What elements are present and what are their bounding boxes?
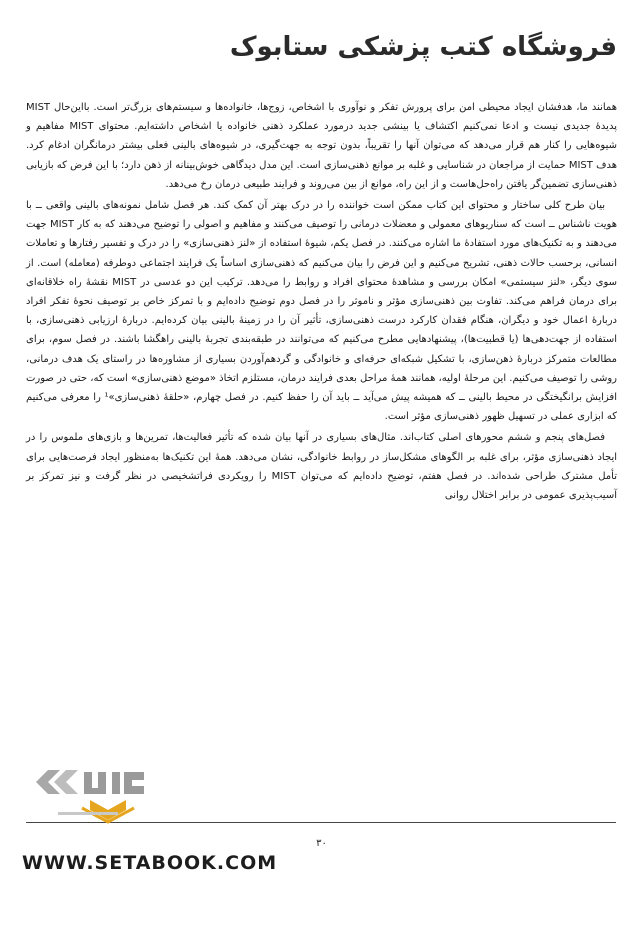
footer-url[interactable]: WWW.SETABOOK.COM bbox=[22, 852, 278, 874]
paragraph-1: همانند ما، هدفشان ایجاد محیطی امن برای پرورش تفکر و نوآوری با اشخاص، زوج‌ها، خانواده‌ها و سیستم‌های بزرگ‌تر است. بااین‌حال MIST پدیدهٔ جدیدی نیست و ادعا نمی‌کنیم اکتشاف یا بینشی جدید درمورد عملکرد ذهنی خانواده یا اشخاص داشته‌ایم. محتوای MIST مفاهیم و شیوه‌هایی را کنار هم قرار می‌دهد که می‌توان آنها را تقریباً، بدون توجه به جهت‌گیری، در شیوه‌های بالینی فعلی بیشتر درمانگران ادغام کرد. هدف MIST حمایت از مراجعان در شناسایی و غلبه بر موانع ذهنی‌سازی است. این مدل دیدگاهی خوش‌بینانه از ذهن دارد؛ با این فرض که بازیابی ذهنی‌سازی تضمین‌گر یافتن راه‌حل‌هاست و از این راه، موانع از بین می‌روند و فرایند طبیعی درمان رخ می‌دهد. bbox=[26, 102, 617, 190]
body-text bbox=[26, 98, 617, 505]
page-number: ۳۰ bbox=[316, 838, 327, 849]
setabook-logo-icon bbox=[18, 752, 158, 848]
setabook-logo bbox=[18, 752, 158, 848]
paragraph-3: فصل‌های پنجم و ششم محورهای اصلی کتاب‌اند. مثال‌های بسیاری در آنها بیان شده که تأثیر فعالیت‌ها، تمرین‌ها و بازی‌های ملموس را در ایجاد ذهنی‌سازی مؤثر، برای غلبه بر الگوهای مشکل‌ساز در روابط خانوادگی، نشان می‌دهد. همهٔ این تکنیک‌ها به‌منظور ایجاد فرصت‌هایی برای تأمل مشترک طراحی شده‌اند. در فصل هفتم، توضیح داده‌ایم که می‌توان MIST را رویکردی فراتشخیصی در نظر گرفت و نیز تمرکز بر آسیب‌پذیری عمومی در برابر اختلال روانی bbox=[26, 432, 617, 502]
page-header-title: فروشگاه کتب پزشکی ستابوک bbox=[229, 32, 617, 62]
paragraph-2: بیان طرح کلی ساختار و محتوای این کتاب ممکن است خواننده را در درک بهتر آن کمک کند. هر فصل شامل نمونه‌های بالینی واقعی ــ با هویت ناشناس ــ است که سناریوهای معمولی و معضلات درمانی را توصیف می‌کنند و مفاهیم و اصولی را توضیح می‌دهند که به کار MIST جهت می‌دهند و به تکنیک‌های مورد استفادهٔ ما اشاره می‌کنند. در فصل یکم، شیوهٔ استفاده از «لنز ذهنی‌سازی» را در درک و تفسیر رفتارها و تعاملات انسانی، برحسب حالات ذهنی، تشریح می‌کنیم و این فرض را بیان می‌کنیم که ذهنی‌سازی اساساً یک فرایند اجتماعی دوطرفه (معامله) است. از سوی دیگر، «لنز سیستمی» امکان بررسی و مشاهدهٔ محتوای افراد و روابط را می‌دهد. ترکیب این دو عدسی در MIST نقشهٔ راه خلاقانه‌ای برای درمان فراهم می‌کند. تفاوت بین ذهنی‌سازی مؤثر و ناموثر را در فصل دوم توضیح داده‌ایم و با تمرکز خاص بر توصیف نحوهٔ تفکر افراد دربارهٔ اعمال خود و دیگران، هنگام فقدان کارکرد درست ذهنی‌سازی، تأثیر آن را در زمینهٔ بالینی بیان کرده‌ایم. دربارهٔ ارزیابی ذهنی‌سازی، با استفاده از جهت‌دهی‌ها (یا قطبیت‌ها)، پیشنهادهایی مطرح می‌کنیم که می‌توانند در طبقه‌بندی تجربهٔ بالینی راهگشا باشند. در فصل سوم، برای مطالعات متمرکز دربارهٔ ذهن‌سازی، با تشکیل شبکه‌ای حرفه‌ای و خانوادگی و گردهم‌آوردن بسیاری از مشاوره‌ها در راستای یک هدف درمانی، روشی را توصیف می‌کنیم. این مرحلهٔ اولیه، همانند همهٔ مراحل بعدی فرایند درمان، مستلزم اتخاذ «موضع ذهنی‌سازی» است که، حتی در صورت افزایش برانگیختگی در محیط بالینی ــ که همیشه پیش می‌آید ــ باید آن را حفظ کنیم. در فصل چهارم، «حلقهٔ ذهنی‌سازی»¹ را معرفی می‌کنیم که ابزاری عملی در تسهیل ظهور ذهنی‌سازی مؤثر است. bbox=[26, 200, 617, 423]
